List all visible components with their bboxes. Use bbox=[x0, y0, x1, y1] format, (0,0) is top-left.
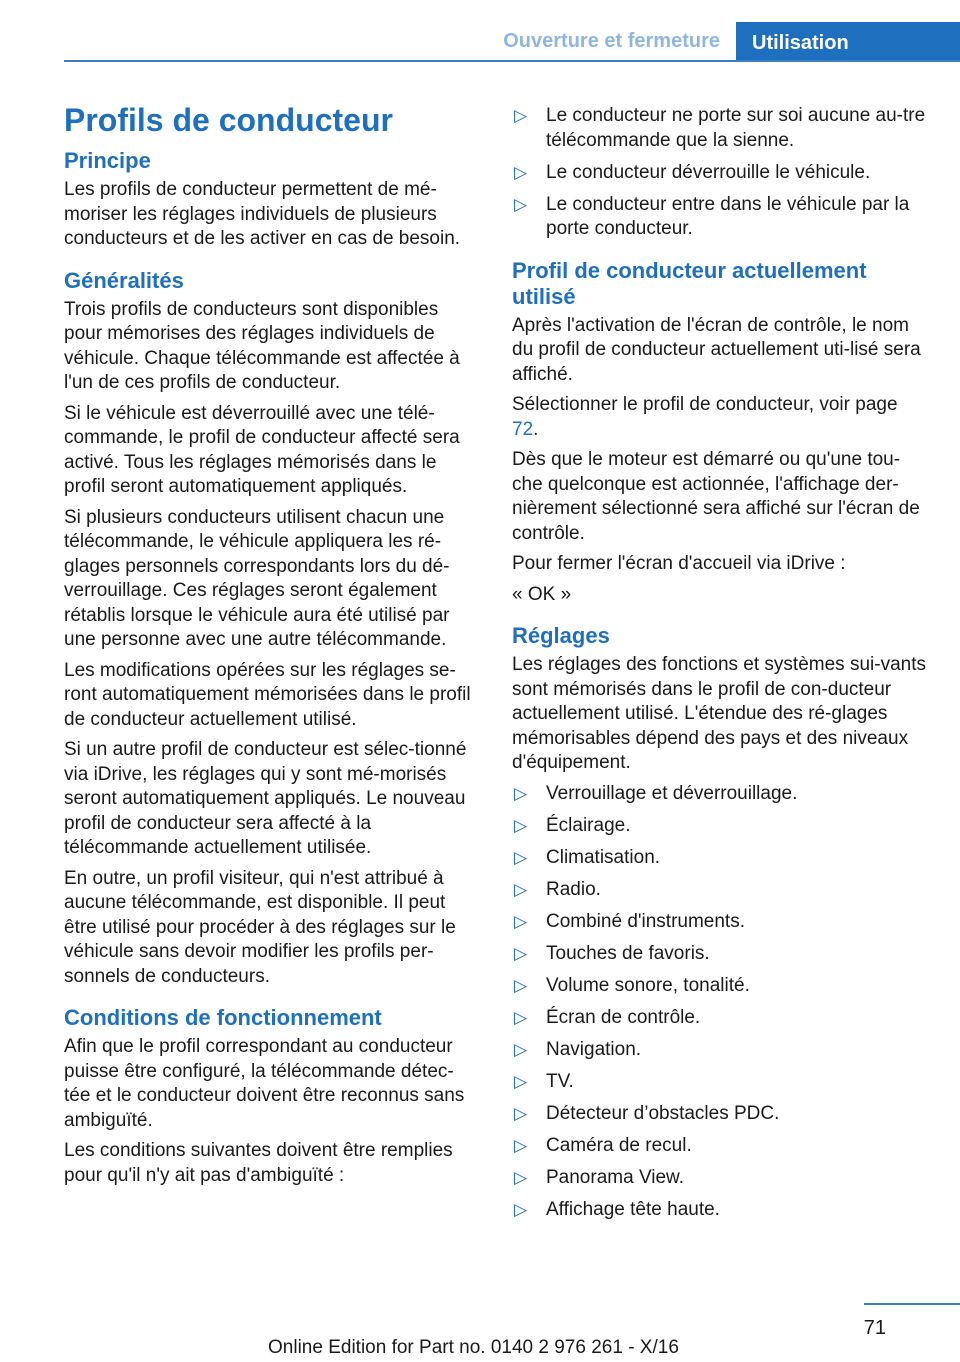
left-column bbox=[64, 96, 478, 1194]
paragraph: Si plusieurs conducteurs utilisent chacun une télécommande, le véhicule appliquera les ré-glages personnels correspondants lors du dé-verrouillage. Ces réglages seront également rétablis lorsque le véhicule aura été utilisé par une personne avec une autre télécommande. bbox=[64, 506, 450, 650]
triangle-right-icon: ▷ bbox=[514, 911, 528, 931]
list-item: ▷ Verrouillage et déverrouillage. bbox=[512, 782, 926, 807]
paragraph: Les réglages des fonctions et systèmes sui-vants sont mémorisés dans le profil de con-ducteur actuellement utilisé. L'étendue des ré-glages mémorisables dépend des pays et des niveaux d'équipement. bbox=[512, 654, 926, 773]
heading-profil-actuel: Profil de conducteur actuellement utilisé bbox=[512, 257, 867, 309]
list-item: ▷ Écran de contrôle. bbox=[512, 1006, 926, 1031]
paragraph: Après l'activation de l'écran de contrôle, le nom du profil de conducteur actuellement uti-lisé sera affiché. bbox=[512, 314, 921, 385]
triangle-right-icon: ▷ bbox=[514, 879, 528, 899]
triangle-right-icon: ▷ bbox=[514, 1103, 528, 1123]
triangle-right-icon: ▷ bbox=[514, 1199, 528, 1219]
heading-principe: Principe bbox=[64, 148, 151, 173]
heading-reglages: Réglages bbox=[512, 623, 610, 648]
edition-note: Online Edition for Part no. 0140 2 976 261 - X/16 bbox=[268, 1337, 679, 1358]
paragraph: Sélectionner le profil de conducteur, voir page 72. bbox=[512, 394, 898, 440]
header-rule bbox=[64, 60, 960, 62]
list-item: ▷ Touches de favoris. bbox=[512, 942, 926, 967]
paragraph: Trois profils de conducteurs sont disponibles pour mémorises des réglages individuels de véhicule. Chaque télécommande est affectée à l'un de ces profils de conducteur. bbox=[64, 298, 460, 393]
page-title: Profils de conducteur bbox=[64, 102, 393, 138]
list-item: ▷ Caméra de recul. bbox=[512, 1134, 926, 1159]
triangle-right-icon: ▷ bbox=[514, 1007, 528, 1027]
heading-generalites: Généralités bbox=[64, 267, 184, 293]
triangle-right-icon: ▷ bbox=[514, 106, 528, 125]
triangle-right-icon: ▷ bbox=[514, 194, 528, 214]
list-item: ▷ Panorama View. bbox=[512, 1166, 926, 1191]
page-number: 71 bbox=[863, 1317, 886, 1339]
page-link[interactable]: 72 bbox=[512, 418, 534, 440]
paragraph: En outre, un profil visiteur, qui n'est attribué à aucune télécommande, est disponible. Il peut être utilisé pour procéder à des réglages sur le véhicule sans devoir modifier les profils per-sonnels de conducteurs. bbox=[64, 867, 456, 987]
list-item: ▷ Le conducteur entre dans le véhicule par la porte conducteur. bbox=[514, 193, 910, 239]
list-item: ▷ TV. bbox=[512, 1070, 926, 1095]
paragraph: Pour fermer l'écran d'accueil via iDrive : bbox=[512, 553, 846, 574]
header-section-title: Ouverture et fermeture bbox=[503, 30, 720, 52]
list-item: ▷ Radio. bbox=[512, 878, 926, 903]
triangle-right-icon: ▷ bbox=[514, 847, 528, 867]
paragraph: « OK » bbox=[512, 583, 572, 605]
list-item: ▷ Volume sonore, tonalité. bbox=[512, 974, 926, 999]
triangle-right-icon: ▷ bbox=[514, 815, 528, 835]
list-item: ▷ Éclairage. bbox=[512, 814, 926, 839]
paragraph: Les profils de conducteur permettent de mé-moriser les réglages individuels de plusieurs conducteurs et de les activer en cas de besoin. bbox=[64, 179, 461, 249]
list-item: ▷ Le conducteur déverrouille le véhicule. bbox=[512, 161, 926, 186]
paragraph: Si le véhicule est déverrouillé avec une télé-commande, le profil de conducteur affecté sera activé. Tous les réglages mémorisés dans le profil seront automatiquement appliqués. bbox=[64, 402, 460, 497]
paragraph: Dès que le moteur est démarré ou qu'une tou-che quelconque est actionnée, l'affichage der-nièrement sélectionné sera affiché sur l'écran de contrôle. bbox=[512, 449, 920, 544]
triangle-right-icon: ▷ bbox=[514, 162, 528, 182]
reglages-list bbox=[512, 782, 926, 1223]
right-column bbox=[512, 104, 926, 1230]
triangle-right-icon: ▷ bbox=[514, 1135, 528, 1155]
list-item: ▷ Le conducteur ne porte sur soi aucune au-tre télécommande que la sienne. bbox=[514, 105, 926, 151]
heading-conditions: Conditions de fonctionnement bbox=[64, 1005, 382, 1030]
list-item: ▷ Détecteur d’obstacles PDC. bbox=[512, 1102, 926, 1127]
header-chapter-tab: Utilisation bbox=[736, 22, 960, 62]
list-item: ▷ Combiné d'instruments. bbox=[512, 910, 926, 935]
list-item: ▷ Climatisation. bbox=[512, 846, 926, 871]
footer-rule bbox=[864, 1303, 960, 1305]
paragraph: Si un autre profil de conducteur est sélec-tionné via iDrive, les réglages qui y sont mé-morisés seront automatiquement appliqués. Le nouveau profil de conducteur sera affecté à la télécommande actuellement utilisée. bbox=[64, 739, 467, 858]
list-item: ▷ Navigation. bbox=[512, 1038, 926, 1063]
triangle-right-icon: ▷ bbox=[514, 943, 528, 963]
triangle-right-icon: ▷ bbox=[514, 1167, 528, 1187]
list-item: ▷ Affichage tête haute. bbox=[512, 1198, 926, 1223]
paragraph: Les conditions suivantes doivent être remplies pour qu'il n'y ait pas d'ambiguïté : bbox=[64, 1140, 453, 1186]
conditions-list bbox=[512, 104, 926, 242]
triangle-right-icon: ▷ bbox=[514, 975, 528, 995]
triangle-right-icon: ▷ bbox=[514, 1071, 528, 1091]
triangle-right-icon: ▷ bbox=[514, 783, 528, 803]
paragraph: Les modifications opérées sur les réglages se-ront automatiquement mémorisées dans le profil de conducteur actuellement utilisé. bbox=[64, 659, 471, 730]
paragraph: Afin que le profil correspondant au conducteur puisse être configuré, la télécommande détec-tée et le conducteur doivent être reconnus sans ambiguïté. bbox=[64, 1036, 465, 1131]
triangle-right-icon: ▷ bbox=[514, 1039, 528, 1059]
